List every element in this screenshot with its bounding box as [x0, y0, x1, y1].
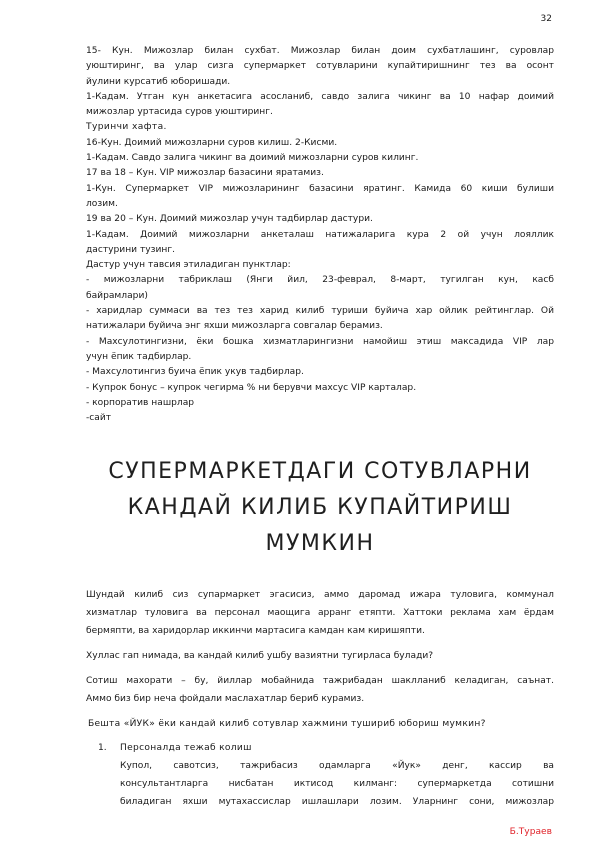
text-line: Шундай килиб сиз супармаркет эгасисиз, аммо даромад ижара туловига, коммунал: [86, 590, 554, 600]
text-line: 1-Кадам. Савдо залига чикинг ва доимий мижозларни суров килинг.: [86, 153, 419, 164]
page-number: 32: [540, 14, 552, 24]
text-line: -сайт: [86, 413, 112, 424]
text-line: мижозлар уртасида суров уюштиринг.: [86, 107, 273, 118]
list-number: 1.: [98, 743, 107, 753]
text-line: бермяпти, ва харидорлар иккинчи мартасига камдан кам киришяпти.: [86, 626, 425, 636]
section-heading: [86, 454, 554, 562]
text-line: 15- Кун. Мижозлар билан сухбат. Мижозлар билан доим сухбатлашинг, суровлар: [86, 46, 554, 56]
text-line: 1-Кадам. Утган кун анкетасига асосланиб, савдо залига чикинг ва 10 нафар доимий: [86, 91, 554, 102]
text-line: хизматлар туловига ва персонал маощига арранг етяпти. Хаттоки реклама хам ёрдам: [86, 608, 554, 618]
text-line: Сотиш махорати – бу, йиллар мобайнида тажрибадан шаклланиб келадиган, саънат.: [86, 676, 554, 686]
text-line: Туринчи хафта.: [86, 122, 167, 133]
text-line: - мижозларни табриклаш (Янги йил, 23-феврал, 8-март, тугилган кун, касб: [86, 275, 554, 286]
bottom-text-block: [86, 586, 554, 811]
text-line: дастурини тузинг.: [86, 244, 176, 255]
text-line: 1-Кадам. Доимий мижозларни анкеталаш натижаларига кура 2 ой учун лояллик: [86, 229, 554, 240]
text-line: натижалари буйича энг яхши мижозларга совгалар берамиз.: [86, 321, 383, 332]
text-line: - харидлар суммаси ва тез тез харид килиб туриши буйича хар ойлик рейтинглар. Ой: [86, 306, 554, 317]
list-item-title: Персоналда тежаб колиш: [120, 743, 252, 753]
heading-line: МУМКИН: [265, 531, 375, 556]
question-note: Бешта «ЙУК» ёки кандай килиб сотувлар хажмини тушириб юбориш мумкин?: [88, 719, 486, 729]
heading-line: КАНДАЙ КИЛИБ КУПАЙТИРИШ: [127, 495, 513, 520]
text-line: 1-Кун. Супермаркет VIP мижозларининг базасини яратинг. Камида 60 киши булиши: [86, 183, 554, 194]
text-line: биладиган яхши мутахассислар ишлашлари лозим. Уларнинг сони, мижозлар: [120, 797, 554, 807]
text-line: учун ёпик тадбирлар.: [86, 351, 192, 362]
text-line: лозим.: [86, 198, 118, 209]
heading-line: СУПЕРМАРКЕТДАГИ СОТУВЛАРНИ: [108, 459, 532, 484]
text-line: йулини курсатиб юборишади.: [86, 76, 231, 87]
text-line: - Махсулотингизни, ёки бошка хизматларингизни намойиш этиш максадида VIP лар: [86, 336, 554, 347]
text-line: уюштиринг, ва улар сизга супермаркет сотувларини купайтиришнинг тез ва осонт: [86, 61, 554, 72]
list-body: [120, 739, 554, 811]
list-item: [86, 739, 554, 811]
text-line: 16-Кун. Доимий мижозларни суров килиш. 2-Кисми.: [86, 137, 338, 148]
text-line: Аммо биз бир неча фойдали маслахатлар бериб курамиз.: [86, 694, 365, 704]
text-line: - Купрок бонус – купрок чегирма % ни берувчи махсус VIP карталар.: [86, 382, 417, 393]
text-line: 17 ва 18 – Кун. VIP мижозлар базасини яратамиз.: [86, 168, 324, 179]
top-text-block: [86, 44, 554, 426]
text-line: Дастур учун тавсия этиладиган пунктлар:: [86, 260, 291, 271]
text-line: 19 ва 20 – Кун. Доимий мижозлар учун тадбирлар дастури.: [86, 214, 373, 225]
text-line: байрамлари): [86, 290, 148, 301]
text-line: Хуллас гап нимада, ва кандай килиб ушбу вазиятни тугирласа булади?: [86, 651, 434, 661]
text-line: - Махсулотингиз буича ёпик укув тадбирлар.: [86, 367, 304, 378]
text-line: Купол, савотсиз, тажрибасиз одамларга «Йук» денг, кассир ва: [120, 761, 554, 771]
text-line: - корпоратив нашрлар: [86, 397, 195, 408]
author-name: Б.Тураев: [509, 827, 552, 837]
text-line: консультантларга нисбатан иктисод килманг: супермаркетда сотишни: [120, 779, 554, 789]
